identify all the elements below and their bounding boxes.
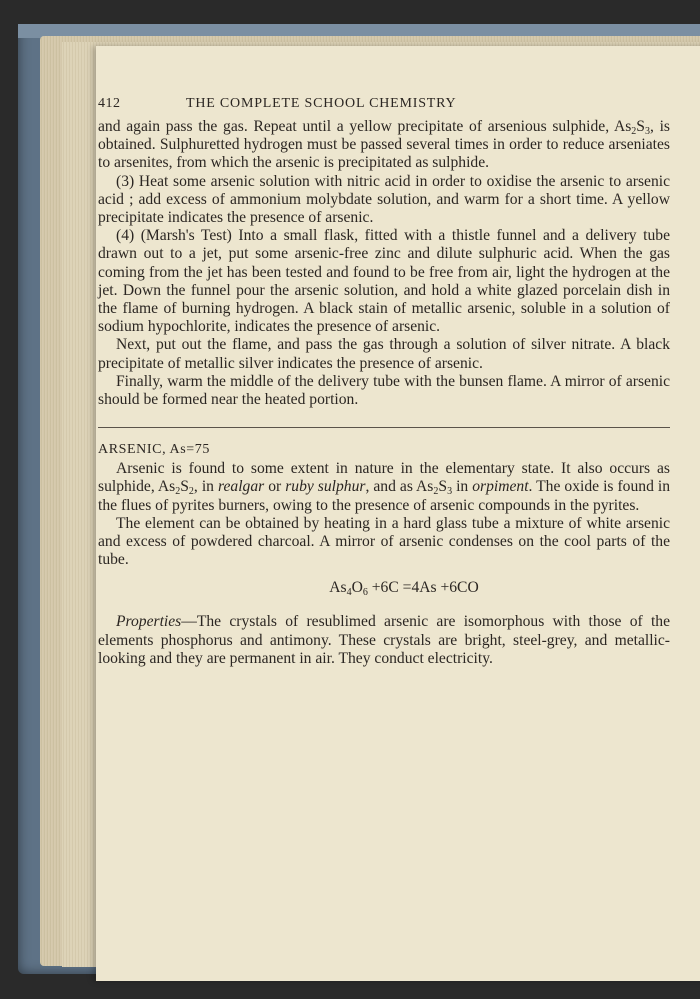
subscript: 2	[175, 486, 181, 498]
page-text	[98, 96, 670, 668]
subscript: 4	[346, 587, 352, 599]
section-heading: ARSENIC, As=75	[98, 442, 210, 458]
text-run: or	[264, 478, 286, 496]
text-run: Next, put out the flame, and pass the gas through a solution of silver nitrate. A black precipitate of metallic silver indicates the presence of arsenic.	[98, 336, 670, 372]
text-run: (3) Heat some arsenic solution with nitric acid in order to oxidise the arsenic to arsenic acid ; add excess of ammonium molybdate solution, and warm for a short time. A yellow precipitate indicates the presence of arsenic.	[98, 172, 670, 227]
text-run: S	[438, 478, 448, 496]
text-run: —The crystals of resublimed arsenic are isomorphous with those of the elements phosphorus and antimony. These crystals are bright, steel-grey, and metallic-looking and they are permanent in air. They conduct electricity.	[98, 613, 670, 667]
italic-term: Properties	[116, 613, 182, 631]
paragraph	[98, 613, 670, 668]
running-head: THE COMPLETE SCHOOL CHEMISTRY	[186, 96, 457, 111]
section-body	[98, 460, 670, 569]
subscript: 3	[644, 126, 650, 137]
text-run: and again pass the gas. Repeat until a yellow precipitate of arsenious sulphide, As	[98, 118, 632, 135]
text-run: (4) (Marsh's Test) Into a small flask, fitted with a thistle funnel and a delivery tube drawn out to a jet, put some arsenic-free zinc and dilute sulphuric acid. When the gas coming from the jet has been tested and found to be free from air, light the hydrogen at the jet. Down the funnel pour the arsenic solution, and hold a white glazed porcelain dish in the flame of burning hydrogen. A black stain of metallic arsenic, soluble in a solution of sodium hypochlorite, indicates the presence of arsenic.	[98, 227, 670, 336]
subscript: 2	[188, 486, 194, 498]
paragraph	[98, 515, 670, 570]
text-run: Arsenic is found to some extent in nature in the elementary state. It also occurs as sulphide, As	[98, 460, 670, 496]
paragraph	[98, 173, 670, 228]
paragraph	[98, 373, 670, 409]
section-divider	[98, 427, 670, 428]
paragraph	[98, 118, 670, 173]
text-run: in	[452, 478, 473, 496]
text-run: S	[180, 478, 189, 496]
text-run: . The oxide is found in the flues of pyrites burners, owing to the presence of arsenic compounds in the pyrites.	[98, 478, 670, 514]
paragraph	[98, 336, 670, 372]
text-run: As	[329, 579, 347, 597]
page-number: 412	[98, 96, 121, 111]
properties-text	[98, 613, 670, 668]
subscript: 2	[433, 486, 439, 498]
text-run: , in	[193, 478, 218, 496]
text-run: +6C =4As +6CO	[367, 579, 479, 597]
paragraph	[98, 227, 670, 336]
subscript: 6	[362, 587, 368, 599]
paragraph	[98, 460, 670, 515]
text-run: Finally, warm the middle of the delivery tube with the bunsen flame. A mirror of arsenic should be formed near the heated portion.	[98, 372, 670, 409]
italic-term: orpiment	[472, 478, 529, 496]
text-run: , and as As	[365, 478, 434, 496]
text-run: The element can be obtained by heating in a hard glass tube a mixture of white arsenic and excess of powdered charcoal. A mirror of arsenic condenses on the cool parts of the tube.	[98, 514, 670, 569]
subscript: 2	[631, 126, 637, 137]
page-header	[98, 96, 670, 118]
chemical-equation	[98, 579, 670, 597]
subscript: 3	[447, 486, 453, 498]
text-run: , is obtained. Sulphuretted hydrogen must be passed several times in order to reduce arseniates to arsenites, from which the arsenic is precipitated as sulphide.	[98, 118, 670, 172]
italic-term: ruby sulphur	[285, 478, 366, 496]
text-run: O	[351, 579, 363, 597]
text-run: S	[636, 118, 645, 135]
italic-term: realgar	[217, 478, 265, 496]
body-text-top	[98, 118, 670, 409]
